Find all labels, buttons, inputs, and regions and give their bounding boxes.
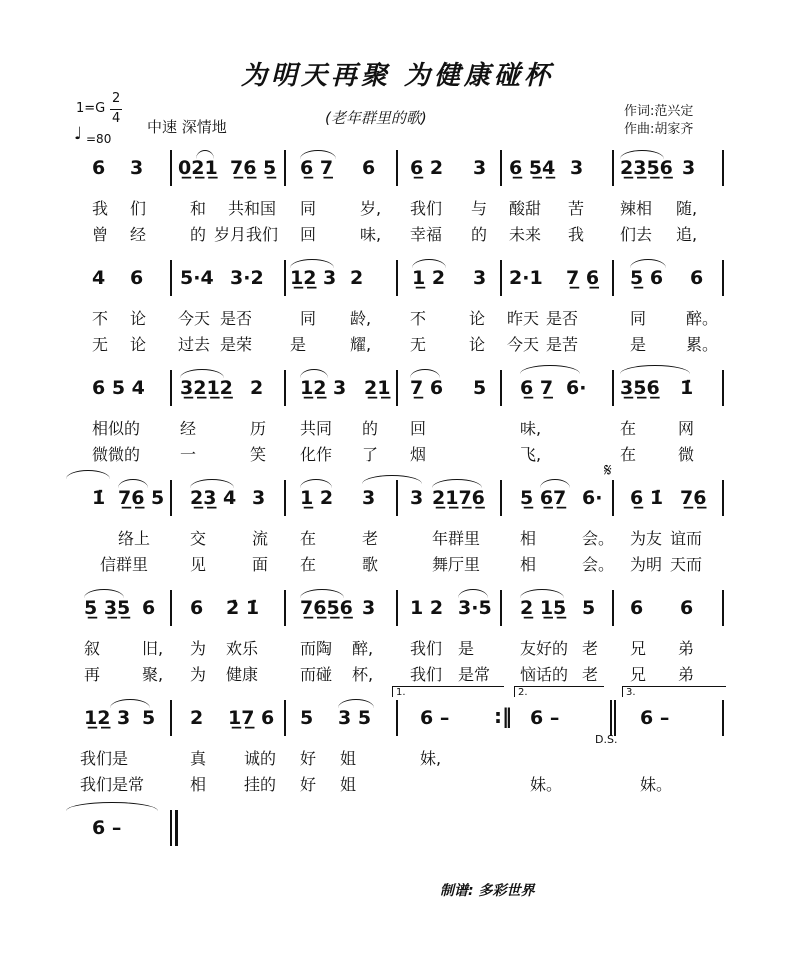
lyric: 舞厅里 bbox=[432, 555, 481, 574]
bar-line bbox=[500, 480, 502, 516]
lyric: 弟 bbox=[678, 665, 695, 684]
lyric: 在 bbox=[620, 445, 637, 464]
composer: 作曲:胡家齐 bbox=[624, 122, 694, 137]
note: 2 bbox=[190, 707, 204, 729]
note: 6· bbox=[566, 377, 587, 399]
bar-line bbox=[170, 150, 172, 186]
tempo-value: =80 bbox=[86, 132, 112, 146]
lyric: 姐 bbox=[340, 749, 357, 768]
lyric: 们 bbox=[130, 199, 147, 218]
lyric: 我们是常 bbox=[80, 775, 145, 794]
final-bar-line bbox=[175, 810, 178, 846]
lyric: 兄 bbox=[630, 639, 647, 658]
note: 7̲6̲ bbox=[680, 487, 707, 509]
tie bbox=[458, 589, 488, 598]
lyric: 一 bbox=[180, 445, 197, 464]
lyric: 弟 bbox=[678, 639, 695, 658]
lyric: 微 bbox=[678, 445, 695, 464]
note: 6 5 4 bbox=[92, 377, 145, 399]
lyric: 流 bbox=[252, 529, 269, 548]
lyric: 过去 bbox=[178, 335, 211, 354]
lyric: 会。 bbox=[582, 555, 615, 574]
lyric: 辣相 bbox=[620, 199, 653, 218]
bar-line bbox=[722, 700, 724, 736]
lyric: 旧, bbox=[142, 639, 164, 658]
lyric: 叙 bbox=[84, 639, 101, 658]
note: 3 bbox=[682, 157, 696, 179]
lyric: 苦 bbox=[568, 199, 585, 218]
bar-line bbox=[170, 590, 172, 626]
lyric: 是否 bbox=[546, 309, 579, 328]
tie bbox=[66, 802, 158, 811]
bar-line bbox=[396, 590, 398, 626]
note: 5·4 bbox=[180, 267, 214, 289]
lyric: 论 bbox=[469, 335, 486, 354]
tie bbox=[300, 150, 336, 159]
note: 3 bbox=[410, 487, 424, 509]
note: 1̲7̲ 6 bbox=[228, 707, 275, 729]
lyric: 们去 bbox=[620, 225, 653, 244]
bar-line bbox=[170, 700, 172, 736]
lyric: 共同 bbox=[300, 419, 333, 438]
lyric: 老 bbox=[362, 529, 379, 548]
bar-line bbox=[612, 590, 614, 626]
note: 5̲ 3̲5̲ bbox=[84, 597, 131, 619]
lyric: 老 bbox=[582, 665, 599, 684]
lyric: 妹。 bbox=[530, 775, 563, 794]
lyric: 在 bbox=[300, 555, 317, 574]
segno-icon: 𝄋 bbox=[604, 460, 612, 481]
note: 1̲2̲ 3 bbox=[300, 377, 347, 399]
arranger-credit: 制谱: 多彩世界 bbox=[440, 883, 535, 899]
bar-line bbox=[722, 370, 724, 406]
lyric: 欢乐 bbox=[226, 639, 259, 658]
lyric: 的 bbox=[471, 225, 488, 244]
lyric: 共和国 bbox=[228, 199, 277, 218]
lyricist: 作词:范兴定 bbox=[624, 104, 694, 119]
lyric: 是苦 bbox=[546, 335, 579, 354]
note: 6̲ 1̇ bbox=[630, 487, 664, 509]
lyric: 挂的 bbox=[244, 775, 277, 794]
note: 1̲2̲ 3 bbox=[290, 267, 337, 289]
tie bbox=[338, 699, 374, 708]
bar-line bbox=[722, 480, 724, 516]
note: 6· bbox=[582, 487, 603, 509]
lyric: 为 bbox=[190, 639, 207, 658]
bar-line bbox=[500, 150, 502, 186]
lyric: 论 bbox=[130, 309, 147, 328]
bar-line bbox=[612, 370, 614, 406]
lyric: 论 bbox=[130, 335, 147, 354]
lyric: 酸甜 bbox=[509, 199, 542, 218]
tie bbox=[290, 259, 334, 268]
note: 5̲ 6 bbox=[630, 267, 664, 289]
lyric: 是 bbox=[290, 335, 307, 354]
note: 2̲ 1̲5̲ bbox=[520, 597, 567, 619]
lyric: 岁月我们 bbox=[214, 225, 279, 244]
lyric: 微微的 bbox=[92, 445, 141, 464]
lyric: 交 bbox=[190, 529, 207, 548]
lyric: 经 bbox=[180, 419, 197, 438]
note: 1 2 bbox=[410, 597, 444, 619]
tie bbox=[110, 699, 150, 708]
lyric: 为 bbox=[190, 665, 207, 684]
tie bbox=[540, 479, 570, 488]
lyric: 未来 bbox=[509, 225, 542, 244]
lyric: 面 bbox=[252, 555, 269, 574]
lyric: 是常 bbox=[458, 665, 491, 684]
repeat-sign-icon: :‖ bbox=[494, 704, 512, 728]
note: 1̇ bbox=[92, 487, 106, 509]
lyric: 网 bbox=[678, 419, 695, 438]
subtitle: (老年群里的歌) bbox=[325, 109, 427, 127]
bar-line bbox=[396, 260, 398, 296]
note: 6̲ 7̲ bbox=[300, 157, 334, 179]
bar-line bbox=[170, 810, 172, 846]
note: 4 bbox=[92, 267, 106, 289]
note: 6̲ 7̲ bbox=[520, 377, 554, 399]
bar-line bbox=[610, 700, 612, 736]
dal-segno-marking: D.S. bbox=[595, 733, 618, 746]
note: 2̲1̲ bbox=[364, 377, 391, 399]
note: 5 bbox=[582, 597, 596, 619]
tie bbox=[300, 589, 344, 598]
lyric: 为明 bbox=[630, 555, 663, 574]
bar-line bbox=[284, 150, 286, 186]
lyric: 今天 bbox=[507, 335, 540, 354]
lyric: 络上 bbox=[118, 529, 151, 548]
note: 6 bbox=[142, 597, 156, 619]
note: 3 5 bbox=[338, 707, 372, 729]
lyric: 不 bbox=[410, 309, 427, 328]
bar-line bbox=[500, 590, 502, 626]
note: 7̲6̲ 5̲ bbox=[230, 157, 277, 179]
note: 2 bbox=[250, 377, 264, 399]
bar-line bbox=[170, 260, 172, 296]
lyric: 同 bbox=[630, 309, 647, 328]
note: 2 bbox=[350, 267, 364, 289]
bar-line bbox=[612, 150, 614, 186]
note: 7̲6̲ 5 bbox=[118, 487, 165, 509]
lyric: 同 bbox=[300, 199, 317, 218]
lyric: 历 bbox=[250, 419, 267, 438]
lyric: 是否 bbox=[220, 309, 253, 328]
lyric: 追, bbox=[676, 225, 698, 244]
note: 6 bbox=[130, 267, 144, 289]
bar-line bbox=[722, 260, 724, 296]
note: 2̲3̲5̲6̲ bbox=[620, 157, 673, 179]
lyric: 我 bbox=[92, 199, 109, 218]
lyric: 相似的 bbox=[92, 419, 141, 438]
bar-line bbox=[500, 260, 502, 296]
lyric: 杯, bbox=[352, 665, 374, 684]
lyric: 诚的 bbox=[244, 749, 277, 768]
lyric: 信群里 bbox=[100, 555, 149, 574]
lyric: 谊而 bbox=[670, 529, 703, 548]
bar-line bbox=[284, 480, 286, 516]
lyric: 随, bbox=[676, 199, 698, 218]
tie bbox=[412, 259, 446, 268]
note: 3̲5̲6̲ bbox=[620, 377, 660, 399]
note: 1̲2̲ 3 bbox=[84, 707, 131, 729]
bar-line bbox=[722, 150, 724, 186]
note: 7̲6̲5̲6̲ bbox=[300, 597, 353, 619]
lyric: 无 bbox=[92, 335, 109, 354]
note: 6 bbox=[680, 597, 694, 619]
lyric: 不 bbox=[92, 309, 109, 328]
note: 5 bbox=[142, 707, 156, 729]
lyric: 无 bbox=[410, 335, 427, 354]
note: 3 bbox=[473, 267, 487, 289]
bar-line bbox=[500, 370, 502, 406]
key-signature: 1=G bbox=[76, 101, 106, 116]
note: 3 bbox=[362, 487, 376, 509]
lyric: 飞, bbox=[520, 445, 542, 464]
lyric: 年群里 bbox=[432, 529, 481, 548]
tie bbox=[520, 365, 580, 374]
note: 5̲ 6̲7̲ bbox=[520, 487, 567, 509]
note: 6 bbox=[630, 597, 644, 619]
note: 2·1 bbox=[509, 267, 543, 289]
lyric: 而陶 bbox=[300, 639, 333, 658]
lyric: 幸福 bbox=[410, 225, 443, 244]
bar-line bbox=[612, 480, 614, 516]
lyric: 的 bbox=[190, 225, 207, 244]
bar-line bbox=[170, 480, 172, 516]
note: 5 bbox=[473, 377, 487, 399]
lyric: 恼话的 bbox=[520, 665, 569, 684]
lyric: 相 bbox=[520, 529, 537, 548]
bar-line bbox=[612, 260, 614, 296]
lyric: 是 bbox=[458, 639, 475, 658]
note: 1̲ 2 bbox=[412, 267, 446, 289]
note: 6 – bbox=[640, 707, 670, 729]
bar-line bbox=[284, 260, 286, 296]
note: 3·5 bbox=[458, 597, 492, 619]
lyric: 在 bbox=[300, 529, 317, 548]
lyric: 味, bbox=[520, 419, 542, 438]
tie bbox=[196, 150, 214, 159]
note: 7̲ 6 bbox=[410, 377, 444, 399]
lyric: 的 bbox=[362, 419, 379, 438]
lyric: 见 bbox=[190, 555, 207, 574]
note: 6 – bbox=[420, 707, 450, 729]
tie bbox=[300, 479, 332, 488]
note: 3 bbox=[252, 487, 266, 509]
quarter-note-icon: ♩ bbox=[74, 124, 83, 144]
tie bbox=[410, 369, 440, 378]
lyric: 真 bbox=[190, 749, 207, 768]
lyric: 姐 bbox=[340, 775, 357, 794]
note: 3 bbox=[570, 157, 584, 179]
lyric: 是荣 bbox=[220, 335, 253, 354]
lyric: 我们是 bbox=[80, 749, 129, 768]
lyric: 累。 bbox=[686, 335, 719, 354]
lyric: 老 bbox=[582, 639, 599, 658]
note: 6 bbox=[190, 597, 204, 619]
lyric: 烟 bbox=[410, 445, 427, 464]
lyric: 经 bbox=[130, 225, 147, 244]
lyric: 兄 bbox=[630, 665, 647, 684]
bar-line bbox=[170, 370, 172, 406]
note: 3 bbox=[473, 157, 487, 179]
bar-line bbox=[396, 480, 398, 516]
note: 6 bbox=[92, 157, 106, 179]
lyric: 味, bbox=[360, 225, 382, 244]
lyric: 好 bbox=[300, 749, 317, 768]
lyric: 在 bbox=[620, 419, 637, 438]
lyric: 是 bbox=[630, 335, 647, 354]
lyric: 聚, bbox=[142, 665, 164, 684]
tie bbox=[432, 479, 482, 488]
lyric: 化作 bbox=[300, 445, 333, 464]
note: 6 bbox=[362, 157, 376, 179]
lyric: 我 bbox=[568, 225, 585, 244]
lyric: 昨天 bbox=[507, 309, 540, 328]
tie bbox=[190, 479, 234, 488]
tie bbox=[620, 150, 664, 159]
lyric: 醉。 bbox=[686, 309, 719, 328]
bar-line bbox=[396, 370, 398, 406]
time-signature-divider bbox=[110, 109, 122, 110]
expression-marking: 中速 深情地 bbox=[147, 118, 227, 136]
lyric: 龄, bbox=[350, 309, 372, 328]
note: 6 – bbox=[92, 817, 122, 839]
lyric: 歌 bbox=[362, 555, 379, 574]
volta-3: 3. bbox=[622, 686, 726, 697]
lyric: 今天 bbox=[178, 309, 211, 328]
lyric: 岁, bbox=[360, 199, 382, 218]
lyric: 回 bbox=[300, 225, 317, 244]
time-signature-denominator: 4 bbox=[112, 111, 121, 126]
lyric: 好 bbox=[300, 775, 317, 794]
lyric: 相 bbox=[520, 555, 537, 574]
lyric: 而碰 bbox=[300, 665, 333, 684]
volta-1: 1. bbox=[392, 686, 504, 697]
bar-line bbox=[284, 370, 286, 406]
lyric: 妹。 bbox=[640, 775, 673, 794]
note: 3 bbox=[130, 157, 144, 179]
tie bbox=[630, 259, 666, 268]
tie bbox=[118, 479, 148, 488]
tie bbox=[300, 369, 328, 378]
lyric: 曾 bbox=[92, 225, 109, 244]
note: 2̇ 1̇ bbox=[226, 597, 260, 619]
lyric: 与 bbox=[471, 199, 488, 218]
lyric: 和 bbox=[190, 199, 207, 218]
tie bbox=[66, 470, 110, 479]
lyric: 为友 bbox=[630, 529, 663, 548]
note: 3 bbox=[362, 597, 376, 619]
tie bbox=[84, 589, 124, 598]
note: 6 – bbox=[530, 707, 560, 729]
lyric: 醉, bbox=[352, 639, 374, 658]
tie bbox=[520, 589, 564, 598]
lyric: 我们 bbox=[410, 199, 443, 218]
bar-line bbox=[614, 700, 616, 736]
note: 3̲2̲1̲2̲ bbox=[180, 377, 233, 399]
lyric: 我们 bbox=[410, 665, 443, 684]
lyric: 回 bbox=[410, 419, 427, 438]
volta-2: 2. bbox=[514, 686, 604, 697]
bar-line bbox=[284, 590, 286, 626]
note: 2̲1̲7̲6̲ bbox=[432, 487, 485, 509]
note: 6̲ 5̲4̲ bbox=[509, 157, 556, 179]
time-signature-numerator: 2 bbox=[112, 91, 121, 106]
lyric: 我们 bbox=[410, 639, 443, 658]
bar-line bbox=[396, 700, 398, 736]
note: 3·2 bbox=[230, 267, 264, 289]
lyric: 同 bbox=[300, 309, 317, 328]
lyric: 笑 bbox=[250, 445, 267, 464]
lyric: 健康 bbox=[226, 665, 259, 684]
lyric: 会。 bbox=[582, 529, 615, 548]
bar-line bbox=[396, 150, 398, 186]
note: 1̇ bbox=[680, 377, 694, 399]
note: 7̲ 6̲ bbox=[566, 267, 600, 289]
note: 6 bbox=[690, 267, 704, 289]
bar-line bbox=[722, 590, 724, 626]
note: 0̲2̲1̲ bbox=[178, 157, 218, 179]
lyric: 友好的 bbox=[520, 639, 569, 658]
note: 1̲ 2 bbox=[300, 487, 334, 509]
tie bbox=[180, 369, 224, 378]
lyric: 相 bbox=[190, 775, 207, 794]
note: 6̲ 2 bbox=[410, 157, 444, 179]
tie bbox=[362, 475, 422, 484]
note: 5 bbox=[300, 707, 314, 729]
note: 2̲3̲ 4 bbox=[190, 487, 237, 509]
lyric: 论 bbox=[469, 309, 486, 328]
lyric: 耀, bbox=[350, 335, 372, 354]
bar-line bbox=[284, 700, 286, 736]
song-title: 为明天再聚 为健康碰杯 bbox=[240, 61, 555, 91]
tie bbox=[620, 365, 690, 374]
lyric: 再 bbox=[84, 665, 101, 684]
lyric: 了 bbox=[362, 445, 379, 464]
lyric: 天而 bbox=[670, 555, 703, 574]
lyric: 妹, bbox=[420, 749, 442, 768]
